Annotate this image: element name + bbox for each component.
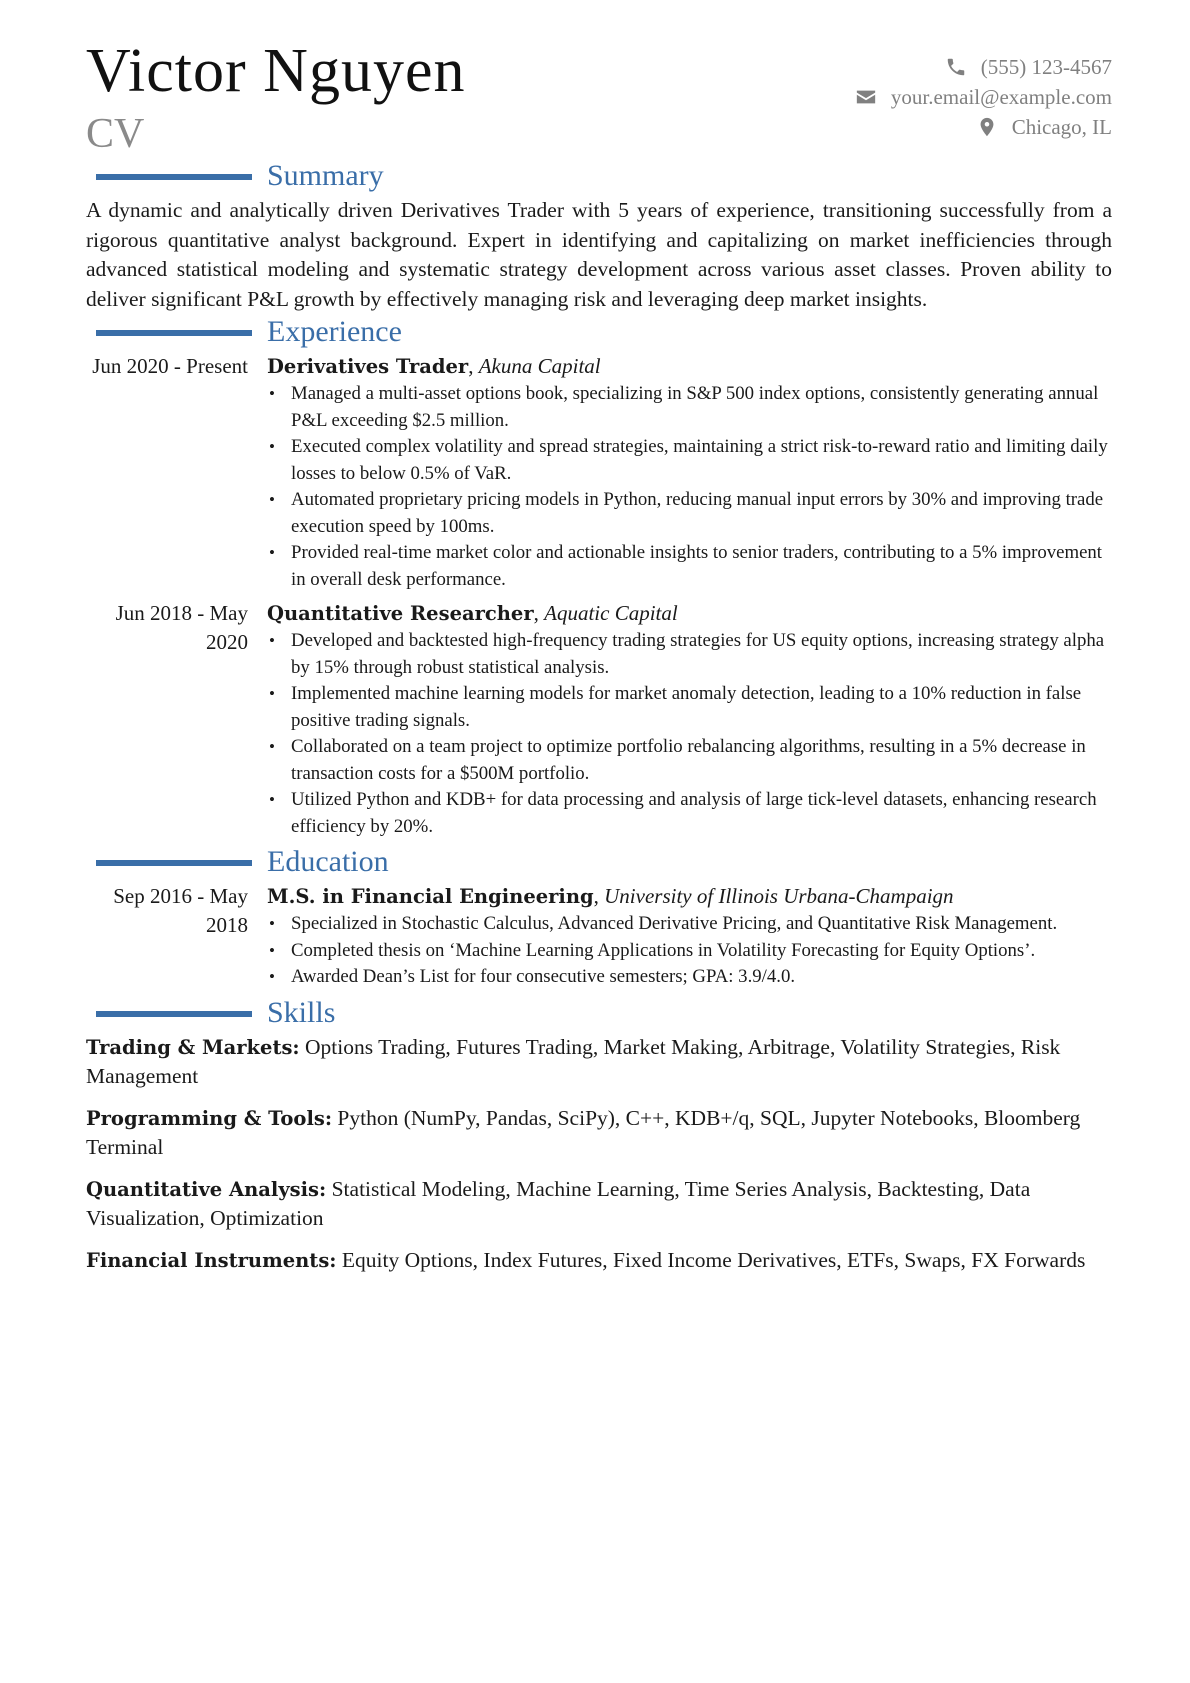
- section-accent-bar: [96, 860, 252, 866]
- skill-group: [86, 1104, 1112, 1162]
- list-item: • Collaborated on a team project to optimize portfolio rebalancing algorithms, resulting in a 5% decrease in transaction costs for a $500M portfolio.: [267, 734, 1112, 787]
- section-accent-bar: [96, 1011, 252, 1017]
- entry-role: Quantitative Researcher: [267, 602, 534, 625]
- contact-phone: [855, 52, 1112, 82]
- entry-title: Quantitative Researcher, Aquatic Capital: [267, 601, 678, 625]
- entry-bullets: [267, 628, 1112, 840]
- summary-text: A dynamic and analytically driven Derivatives Trader with 5 years of experience, transitioning successfully from a rigorous quantitative analyst background. Expert in identifying and capitalizing on market inefficiencies through advanced statistical modeling and systematic strategy development across various asset classes. Proven ability to deliver significant P&L growth by effectively managing risk and leveraging deep market insights.: [86, 198, 1112, 311]
- skill-group: [86, 1246, 1112, 1275]
- skill-group: [86, 1175, 1112, 1233]
- location-text: Chicago, IL: [1011, 114, 1112, 139]
- skill-items: Equity Options, Index Futures, Fixed Income Derivatives, ETFs, Swaps, FX Forwards: [341, 1247, 1086, 1272]
- list-item: • Developed and backtested high-frequency trading strategies for US equity options, increasing strategy alpha by 15% through robust statistical analysis.: [267, 628, 1112, 681]
- list-item: • Utilized Python and KDB+ for data processing and analysis of large tick-level datasets, enhancing research efficiency by 20%.: [267, 787, 1112, 840]
- entry-org: Aquatic Capital: [544, 601, 678, 625]
- entry-date: Sep 2016 - May 2018: [113, 884, 248, 937]
- section-accent-bar: [96, 174, 252, 180]
- experience-title: Experience: [267, 315, 402, 348]
- experience-entry: [86, 599, 1112, 840]
- contact-block: [855, 52, 1112, 142]
- skill-items: Statistical Modeling, Machine Learning, Time Series Analysis, Backtesting, Data Visualization, Optimization: [86, 1176, 1031, 1230]
- skill-label: Financial Instruments:: [86, 1248, 337, 1272]
- document-type: CV: [86, 111, 145, 157]
- skill-group: [86, 1033, 1112, 1091]
- list-item: • Automated proprietary pricing models in Python, reducing manual input errors by 30% and improving trade execution speed by 100ms.: [267, 487, 1112, 540]
- entry-bullets: [267, 911, 1112, 991]
- skills-header: [86, 997, 1112, 1033]
- entry-title: Derivatives Trader, Akuna Capital: [267, 354, 601, 378]
- summary-title: Summary: [267, 159, 384, 192]
- skill-label: Programming & Tools:: [86, 1106, 333, 1130]
- skill-label: Trading & Markets:: [86, 1035, 300, 1059]
- list-item: • Implemented machine learning models for market anomaly detection, leading to a 10% reduction in false positive trading signals.: [267, 681, 1112, 734]
- entry-date: Jun 2018 - May 2020: [115, 601, 248, 654]
- skill-label: Quantitative Analysis:: [86, 1177, 327, 1201]
- phone-icon: [945, 56, 967, 78]
- education-title: Education: [267, 845, 389, 878]
- experience-entry: [86, 352, 1112, 593]
- envelope-icon: [855, 86, 877, 108]
- list-item: • Awarded Dean’s List for four consecutive semesters; GPA: 3.9/4.0.: [267, 964, 1112, 991]
- education-header: [86, 846, 1112, 882]
- skills-title: Skills: [267, 995, 336, 1029]
- entry-org: Akuna Capital: [478, 354, 601, 378]
- list-item: • Executed complex volatility and spread strategies, maintaining a strict risk-to-reward ratio and limiting daily losses to below 0.5% of VaR.: [267, 434, 1112, 487]
- education-entry: [86, 882, 1112, 991]
- entry-title: M.S. in Financial Engineering, University of Illinois Urbana-Champaign: [267, 884, 954, 908]
- map-pin-icon: [976, 116, 998, 138]
- list-item: • Completed thesis on ‘Machine Learning Applications in Volatility Forecasting for Equity Options’.: [267, 938, 1112, 965]
- list-item: • Managed a multi-asset options book, specializing in S&P 500 index options, consistently generating annual P&L exceeding $2.5 million.: [267, 381, 1112, 434]
- experience-header: [86, 316, 1112, 352]
- entry-org: University of Illinois Urbana-Champaign: [604, 884, 954, 908]
- list-item: • Provided real-time market color and actionable insights to senior traders, contributing to a 5% improvement in overall desk performance.: [267, 540, 1112, 593]
- phone-text[interactable]: (555) 123-4567: [980, 54, 1112, 79]
- section-accent-bar: [96, 330, 252, 336]
- header: [86, 0, 1112, 160]
- contact-location: [855, 112, 1112, 142]
- cv-page: [86, 0, 1112, 1288]
- list-item: • Specialized in Stochastic Calculus, Advanced Derivative Pricing, and Quantitative Risk Management.: [267, 911, 1112, 938]
- summary-header: [86, 160, 1112, 196]
- skill-items: Options Trading, Futures Trading, Market Making, Arbitrage, Volatility Strategies, Risk Management: [86, 1034, 1061, 1088]
- entry-date: Jun 2020 - Present: [92, 354, 248, 378]
- entry-bullets: [267, 381, 1112, 593]
- entry-role: Derivatives Trader: [267, 355, 469, 378]
- email-text[interactable]: your.email@example.com: [890, 84, 1112, 109]
- candidate-name: Victor Nguyen: [86, 37, 466, 105]
- entry-degree: M.S. in Financial Engineering: [267, 885, 594, 908]
- skill-items: Python (NumPy, Pandas, SciPy), C++, KDB+/q, SQL, Jupyter Notebooks, Bloomberg Terminal: [86, 1105, 1081, 1159]
- contact-email: [855, 82, 1112, 112]
